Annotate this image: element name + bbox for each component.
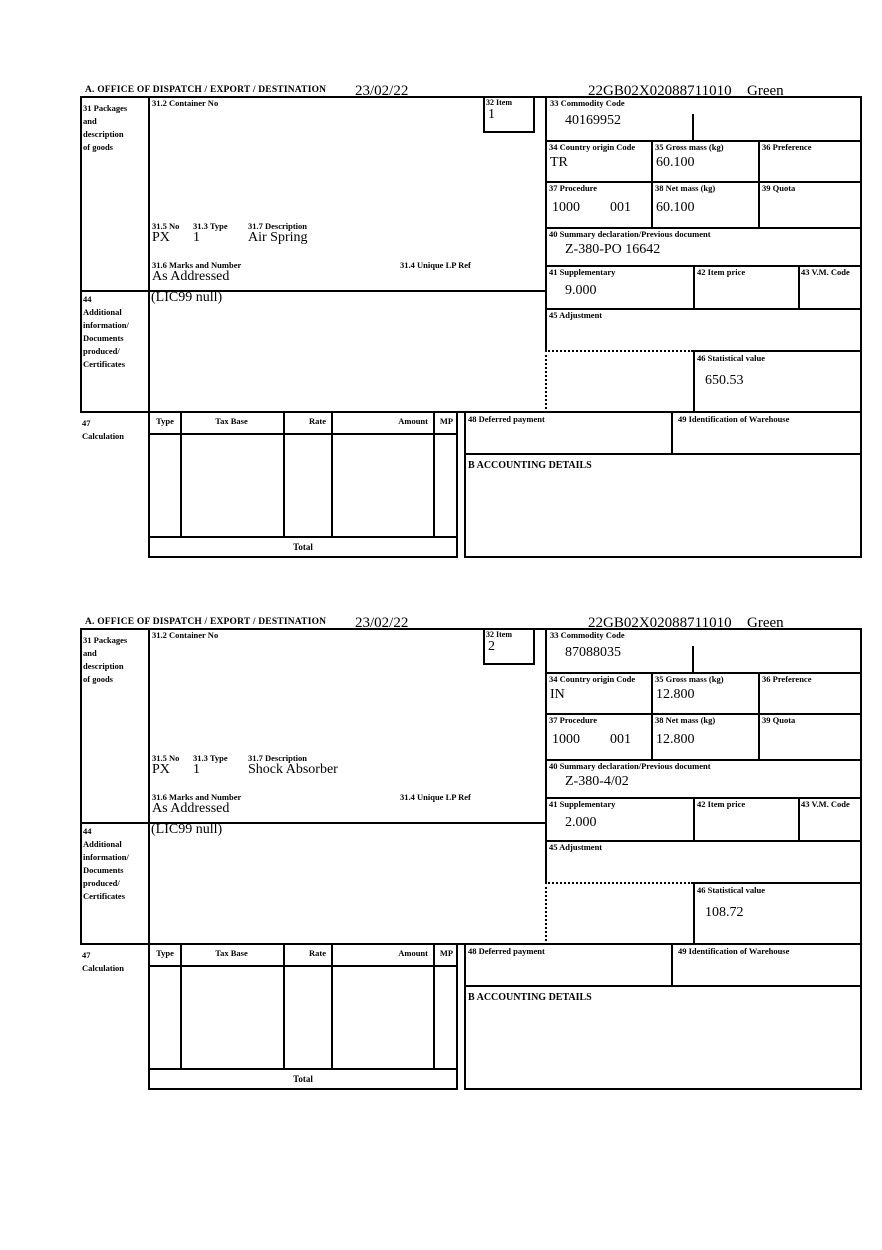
dotted-grid-line: [545, 882, 547, 945]
form-outline: [80, 628, 862, 945]
column-header-type: Type: [156, 948, 174, 958]
package-number-value: PX: [152, 230, 170, 245]
acceptance-date: 23/02/22: [355, 615, 409, 631]
accounting-details-label: B ACCOUNTING DETAILS: [468, 460, 592, 471]
gross-mass-value: 60.100: [656, 155, 695, 170]
goods-description-value: Shock Absorber: [248, 762, 338, 777]
marks-and-number-value: As Addressed: [152, 801, 230, 816]
previous-document-value: Z-380-PO 16642: [565, 242, 661, 257]
box-46-label: 46 Statistical value: [697, 353, 765, 363]
box-34-label: 34 Country origin Code: [549, 142, 636, 152]
box-31-5-label: 31.5 No: [152, 221, 180, 231]
box-44-label: 44 Additional information/ Documents produced/ Certificates: [83, 826, 129, 901]
box-45-label: 45 Adjustment: [549, 842, 603, 852]
commodity-code-value: 87088035: [565, 645, 621, 660]
net-mass-value: 12.800: [656, 732, 695, 747]
box-34-label: 34 Country origin Code: [549, 674, 636, 684]
box-41-label: 41 Supplementary: [549, 267, 616, 277]
box-49-label: 49 Identification of Warehouse: [678, 946, 790, 956]
grid-line: [693, 350, 862, 352]
box-33-label: 33 Commodity Code: [550, 630, 625, 640]
sad-form-item-2: [0, 615, 882, 1147]
box-42-label: 42 Item price: [697, 799, 746, 809]
box-39-label: 39 Quota: [762, 715, 796, 725]
box-37-label: 37 Procedure: [549, 183, 598, 193]
grid-line: [148, 433, 458, 435]
column-header-tax-base: Tax Base: [215, 948, 248, 958]
grid-line: [283, 413, 285, 536]
grid-line: [798, 265, 800, 308]
box-43-label: 43 V.M. Code: [801, 799, 850, 809]
box-32-label: 32 Item: [486, 630, 512, 639]
grid-line: [331, 945, 333, 1068]
gross-mass-value: 12.800: [656, 687, 695, 702]
grid-line: [148, 96, 150, 413]
net-mass-value: 60.100: [656, 200, 695, 215]
box-36-label: 36 Preference: [762, 142, 812, 152]
box-31-4-label: 31.4 Unique LP Ref: [400, 260, 471, 270]
column-header-amount: Amount: [398, 416, 428, 426]
column-header-tax-base: Tax Base: [215, 416, 248, 426]
form-outline: [80, 96, 862, 413]
grid-line: [693, 882, 862, 884]
grid-line: [651, 140, 653, 227]
box-31-label: 31 Packages and description of goods: [83, 635, 128, 684]
office-of-dispatch-label: A. OFFICE OF DISPATCH / EXPORT / DESTINATION: [85, 617, 327, 627]
routing-indicator: Green: [747, 615, 784, 631]
total-row: Total: [148, 1068, 458, 1090]
box-38-label: 38 Net mass (kg): [655, 183, 716, 193]
box-40-label: 40 Summary declaration/Previous document: [549, 761, 711, 771]
additional-information-value: (LIC99 null): [151, 822, 223, 837]
box-38-label: 38 Net mass (kg): [655, 715, 716, 725]
procedure-value: 1000: [552, 732, 580, 747]
grid-line: [758, 140, 760, 227]
accounting-details-label: B ACCOUNTING DETAILS: [468, 992, 592, 1003]
box-31-4-label: 31.4 Unique LP Ref: [400, 792, 471, 802]
sad-form-item-1: [0, 83, 882, 615]
grid-line: [433, 945, 435, 1068]
item-number-value: 1: [488, 107, 495, 122]
box-49-label: 49 Identification of Warehouse: [678, 414, 790, 424]
previous-document-value: Z-380-4/02: [565, 774, 629, 789]
box-41-label: 41 Supplementary: [549, 799, 616, 809]
commodity-code-tick: [692, 646, 694, 672]
goods-description-value: Air Spring: [248, 230, 308, 245]
grid-line: [545, 628, 547, 882]
box-36-label: 36 Preference: [762, 674, 812, 684]
routing-indicator: Green: [747, 83, 784, 99]
box-40-label: 40 Summary declaration/Previous document: [549, 229, 711, 239]
column-header-type: Type: [156, 416, 174, 426]
package-number-value: PX: [152, 762, 170, 777]
grid-line: [148, 628, 150, 945]
marks-and-number-value: As Addressed: [152, 269, 230, 284]
grid-line: [798, 797, 800, 840]
column-header-rate: Rate: [309, 948, 326, 958]
movement-reference-number: 22GB02X02088711010: [588, 83, 732, 99]
box-31-7-label: 31.7 Description: [248, 221, 308, 231]
office-of-dispatch-label: A. OFFICE OF DISPATCH / EXPORT / DESTINATION: [85, 85, 327, 95]
box-31-2-label: 31.2 Container No: [152, 98, 219, 108]
commodity-code-value: 40169952: [565, 113, 621, 128]
box-31-2-label: 31.2 Container No: [152, 630, 219, 640]
box-37-label: 37 Procedure: [549, 715, 598, 725]
box-31-3-label: 31.3 Type: [193, 753, 228, 763]
box-31-6-label: 31.6 Marks and Number: [152, 792, 242, 802]
grid-line: [693, 882, 695, 945]
column-header-mp: MP: [439, 948, 454, 958]
box-43-label: 43 V.M. Code: [801, 267, 850, 277]
box-35-label: 35 Gross mass (kg): [655, 674, 724, 684]
country-origin-value: IN: [550, 687, 565, 702]
supplementary-units-value: 2.000: [565, 815, 597, 830]
grid-line: [545, 96, 547, 350]
box-47-label: 47 Calculation: [82, 418, 125, 441]
box-33-label: 33 Commodity Code: [550, 98, 625, 108]
grid-line: [433, 413, 435, 536]
box-32-label: 32 Item: [486, 98, 512, 107]
box-46-label: 46 Statistical value: [697, 885, 765, 895]
box-31-3-label: 31.3 Type: [193, 221, 228, 231]
acceptance-date: 23/02/22: [355, 83, 409, 99]
calculation-table: [148, 943, 458, 1070]
dotted-grid-line: [545, 350, 547, 413]
box-31-6-label: 31.6 Marks and Number: [152, 260, 242, 270]
column-header-mp: MP: [439, 416, 454, 426]
grid-line: [693, 265, 695, 308]
column-header-amount: Amount: [398, 948, 428, 958]
statistical-value: 108.72: [705, 905, 744, 920]
box-47-label: 47 Calculation: [82, 950, 125, 973]
column-header-rate: Rate: [309, 416, 326, 426]
additional-information-value: (LIC99 null): [151, 290, 223, 305]
total-row: Total: [148, 536, 458, 558]
box-44-label: 44 Additional information/ Documents produced/ Certificates: [83, 294, 129, 369]
box-39-label: 39 Quota: [762, 183, 796, 193]
box-48-label: 48 Deferred payment: [468, 946, 545, 956]
grid-line: [331, 413, 333, 536]
commodity-code-tick: [692, 114, 694, 140]
box-48-label: 48 Deferred payment: [468, 414, 545, 424]
box-45-label: 45 Adjustment: [549, 310, 603, 320]
item-number-value: 2: [488, 639, 495, 654]
grid-line: [148, 965, 458, 967]
package-type-value: 1: [193, 230, 200, 245]
procedure-value: 1000: [552, 200, 580, 215]
box-35-label: 35 Gross mass (kg): [655, 142, 724, 152]
dotted-grid-line: [545, 882, 693, 884]
box-42-label: 42 Item price: [697, 267, 746, 277]
procedure-code2-value: 001: [610, 732, 631, 747]
grid-line: [758, 672, 760, 759]
supplementary-units-value: 9.000: [565, 283, 597, 298]
grid-line: [180, 945, 182, 1068]
box-31-5-label: 31.5 No: [152, 753, 180, 763]
statistical-value: 650.53: [705, 373, 744, 388]
package-type-value: 1: [193, 762, 200, 777]
grid-line: [693, 350, 695, 413]
box-31-7-label: 31.7 Description: [248, 753, 308, 763]
procedure-code2-value: 001: [610, 200, 631, 215]
grid-line: [693, 797, 695, 840]
dotted-grid-line: [545, 350, 693, 352]
grid-line: [283, 945, 285, 1068]
movement-reference-number: 22GB02X02088711010: [588, 615, 732, 631]
box-31-label: 31 Packages and description of goods: [83, 103, 128, 152]
country-origin-value: TR: [550, 155, 568, 170]
calculation-table: [148, 411, 458, 538]
grid-line: [180, 413, 182, 536]
grid-line: [651, 672, 653, 759]
